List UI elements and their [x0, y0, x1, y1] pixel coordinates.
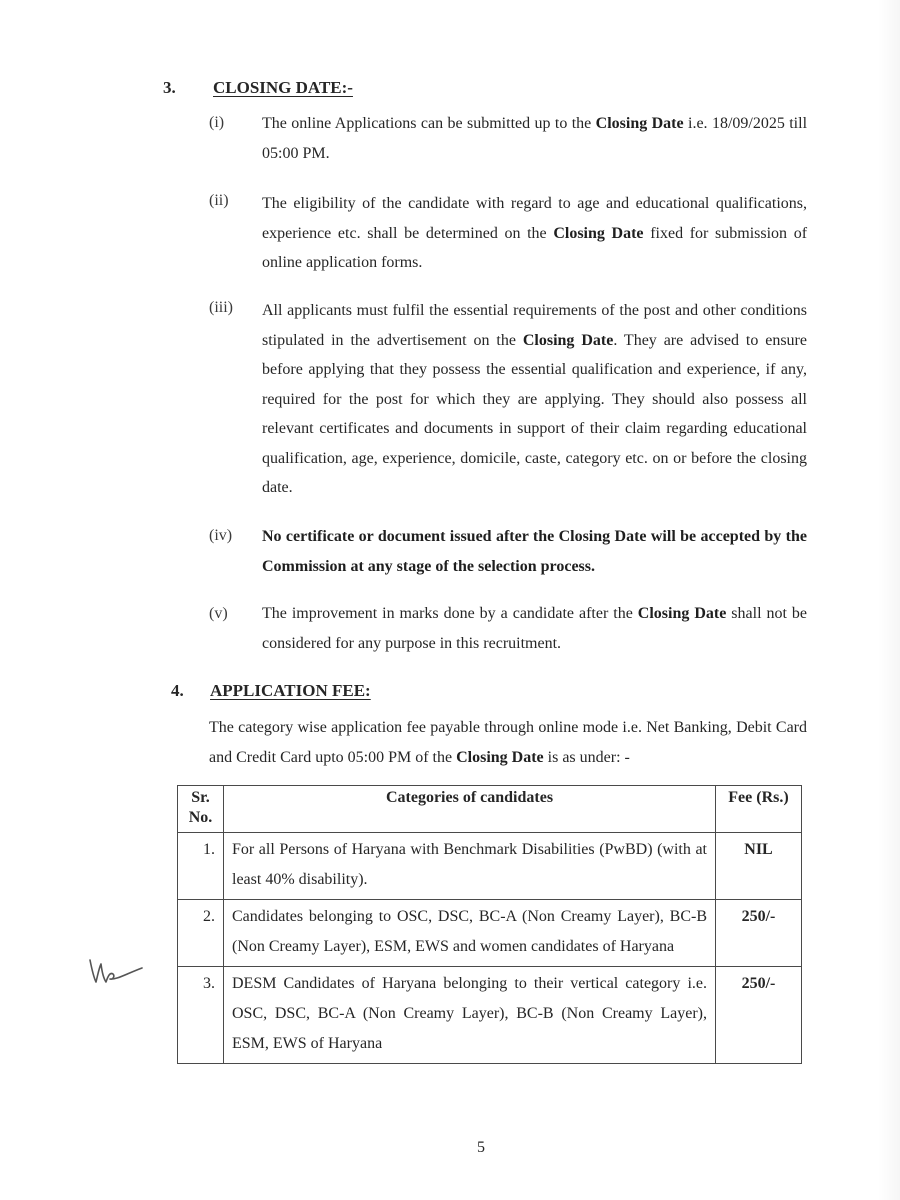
bold-text: Closing Date: [522, 331, 614, 349]
table-row: [178, 967, 802, 1064]
fee-table: [177, 785, 802, 1064]
text-run: is as under: -: [543, 748, 630, 766]
bold-text: No certificate or document issued after the Closing Date will be accepted by the Commission at any stage of the selection process.: [262, 528, 807, 575]
requirements-item: [262, 296, 807, 503]
table-header-row: [178, 786, 802, 833]
category-cell: For all Persons of Haryana with Benchmark Disabilities (PwBD) (with at least 40% disability).: [224, 833, 716, 900]
text-run: All applicants must fulfil the essential requirements of the post and other conditions stipulated in the advertisement on the: [262, 302, 807, 349]
bold-text: Closing Date: [456, 748, 544, 766]
certificate-item: [262, 522, 807, 581]
sr-cell: 3.: [178, 967, 224, 1064]
item-label: (i): [209, 114, 225, 131]
text-run: fixed for submission of online application forms.: [262, 224, 808, 271]
item-label: (v): [209, 605, 228, 622]
section-3-number: 3.: [163, 78, 176, 97]
item-label: (ii): [209, 192, 229, 209]
text-run: The improvement in marks done by a candidate after the: [262, 605, 638, 622]
text-run: i.e. 18/09/2025 till 05:00 PM.: [262, 115, 808, 162]
section-4-number: 4.: [171, 681, 184, 700]
categories-header: Categories of candidates: [224, 786, 716, 833]
text-run: The category wise application fee payable through online mode i.e. Net Banking, Debit Card and Credit Card upto 05:00 PM of the: [209, 719, 807, 766]
fee-intro-paragraph: [209, 713, 807, 772]
text-run: shall not be considered for any purpose in this recruitment.: [262, 605, 808, 652]
improvement-item: [262, 599, 807, 658]
text-run: The online Applications can be submitted up to the: [262, 115, 596, 132]
bold-text: Closing Date: [595, 115, 684, 132]
sr-no-header: Sr. No.: [178, 786, 224, 833]
fee-cell: 250/-: [716, 967, 802, 1064]
text-run: The eligibility of the candidate with regard to age and educational qualifications, experience etc. shall be determined on the: [262, 195, 807, 242]
fee-cell: 250/-: [716, 900, 802, 967]
closing-date-item: [262, 109, 807, 168]
fee-header: Fee (Rs.): [716, 786, 802, 833]
eligibility-item: [262, 189, 807, 278]
bold-text: Closing Date: [637, 605, 727, 622]
item-label: (iii): [209, 299, 233, 316]
fee-cell: NIL: [716, 833, 802, 900]
page-number: 5: [477, 1139, 485, 1156]
page-edge-shadow: [878, 0, 900, 1200]
initials-signature: [86, 952, 146, 992]
bold-text: Closing Date: [553, 224, 644, 242]
category-cell: DESM Candidates of Haryana belonging to their vertical category i.e. OSC, DSC, BC-A (Non Creamy Layer), BC-B (Non Creamy Layer), ESM, EWS of Haryana: [224, 967, 716, 1064]
item-label: (iv): [209, 527, 233, 544]
section-3-title: CLOSING DATE:-: [213, 78, 353, 97]
section-4-title: APPLICATION FEE:: [210, 681, 371, 700]
table-row: [178, 833, 802, 900]
sr-cell: 1.: [178, 833, 224, 900]
text-run: . They are advised to ensure before applying that they possess the essential qualification and experience, if any, required for the post for which they are applying. They should also possess all relevant certificates and documents in support of their claim regarding educational qualification, age, experience, domicile, caste, category etc. on or before the closing date.: [262, 331, 807, 496]
sr-cell: 2.: [178, 900, 224, 967]
table-row: [178, 900, 802, 967]
category-cell: Candidates belonging to OSC, DSC, BC-A (Non Creamy Layer), BC-B (Non Creamy Layer), ESM, EWS and women candidates of Haryana: [224, 900, 716, 967]
